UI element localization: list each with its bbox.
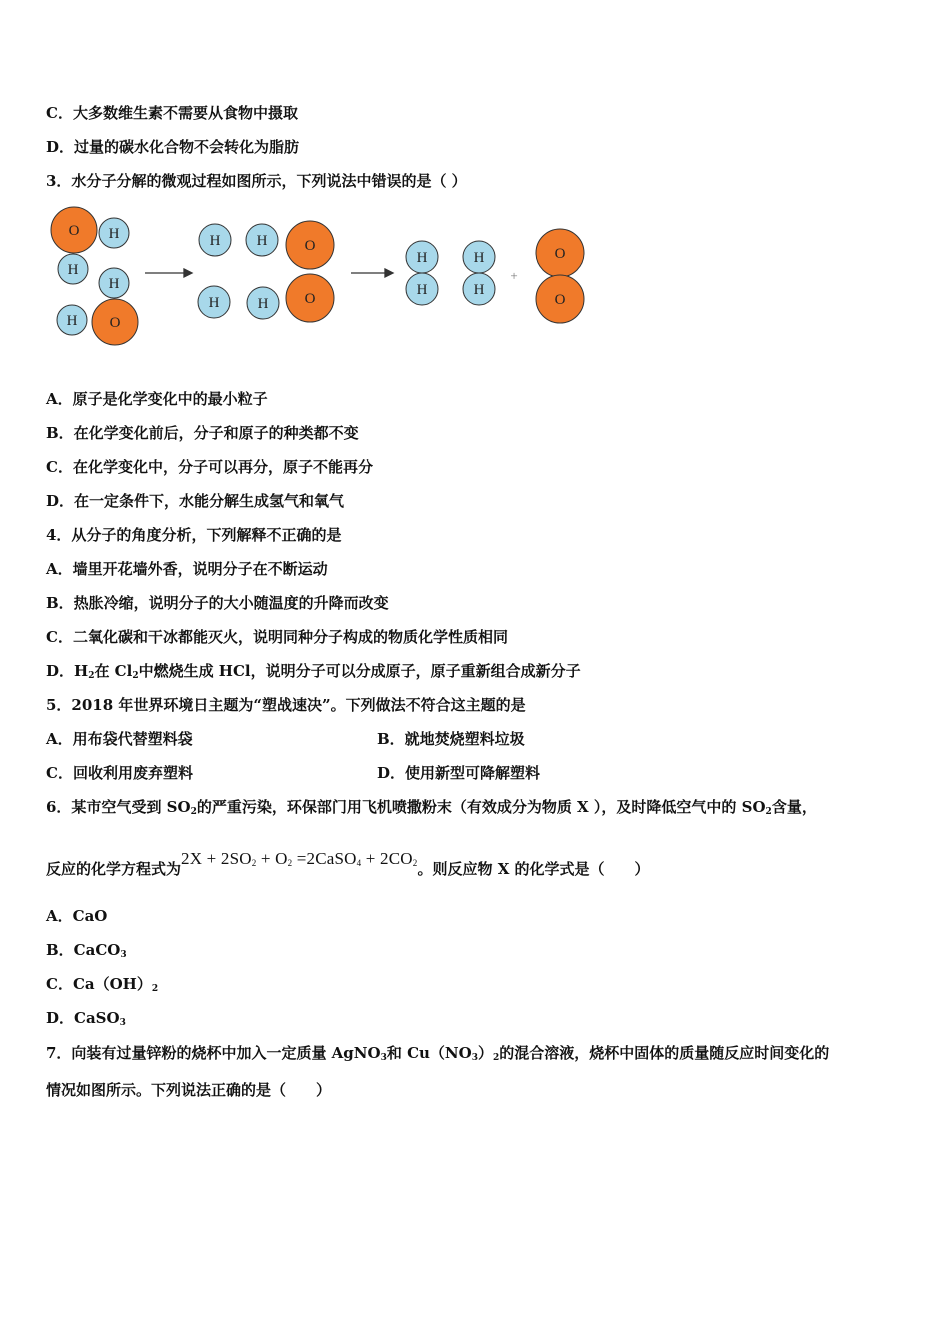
hydrogen-label: H — [108, 276, 120, 292]
water-molecules-group — [51, 207, 138, 345]
question-5: 5．2018 年世界环境日主题为“塑战速决”。下列做法不符合这主题的是 — [46, 696, 526, 714]
hydrogen-label: H — [66, 313, 78, 329]
question-7-line-2: 情况如图所示。下列说法正确的是（ ） — [46, 1081, 332, 1099]
hydrogen-label: H — [208, 295, 220, 311]
option-c-previous: C．大多数维生素不需要从食物中摄取 — [46, 104, 298, 122]
plus-sign: + — [510, 268, 518, 283]
q4-option-b: B．热胀冷缩，说明分子的大小随温度的升降而改变 — [46, 594, 389, 612]
q3-option-b: B．在化学变化前后，分子和原子的种类都不变 — [46, 424, 359, 442]
q6-option-b: B．CaCO$_3$ — [46, 941, 127, 960]
question-6-line-2: 反应的化学方程式为$2X + 2SO_2 + O_2$ =2CaSO$_4$ + $2CO_2$。则反应物 X 的化学式是（ ） — [46, 849, 650, 878]
q4-option-d: D．$H_2$在 $Cl_2$中燃烧生成 HCl，说明分子可以分成原子，原子重新组合成新分子 — [46, 662, 581, 681]
hydrogen-label: H — [416, 282, 428, 298]
q5-option-c: C．回收利用废弃塑料 — [46, 764, 193, 782]
q5-option-a: A．用布袋代替塑料袋 — [46, 730, 193, 748]
product-molecules-group — [406, 229, 584, 323]
q5-option-d: D．使用新型可降解塑料 — [377, 764, 541, 782]
arrow-icon — [351, 269, 393, 277]
q3-option-a: A．原子是化学变化中的最小粒子 — [46, 390, 268, 408]
q3-option-d: D．在一定条件下，水能分解生成氢气和氧气 — [46, 492, 345, 510]
question-3: 3．水分子分解的微观过程如图所示，下列说法中错误的是（ ） — [46, 172, 467, 190]
hydrogen-label: H — [473, 250, 485, 266]
hydrogen-label: H — [108, 226, 120, 242]
question-4: 4．从分子的角度分析，下列解释不正确的是 — [46, 526, 342, 544]
oxygen-label: O — [109, 315, 121, 331]
q6-option-a: A．CaO — [46, 907, 108, 925]
hydrogen-label: H — [416, 250, 428, 266]
hydrogen-label: H — [257, 296, 269, 312]
question-7-line-1: 7．向装有过量锌粉的烧杯中加入一定质量 AgNO$_3$和 $Cu(NO_3)_2$的混合溶液，烧杯中固体的质量随反应时间变化的 — [46, 1044, 830, 1063]
q3-option-c: C．在化学变化中，分子可以再分，原子不能再分 — [46, 458, 373, 476]
oxygen-label: O — [304, 291, 316, 307]
hydrogen-label: H — [473, 282, 485, 298]
oxygen-label: O — [554, 292, 566, 308]
hydrogen-label: H — [256, 233, 268, 249]
option-d-previous: D．过量的碳水化合物不会转化为脂肪 — [46, 138, 300, 156]
q6-option-d: D．CaSO$_3$ — [46, 1009, 126, 1028]
q4-option-a: A．墙里开花墙外香，说明分子在不断运动 — [46, 560, 328, 578]
oxygen-label: O — [554, 246, 566, 262]
q6-option-c: C．$Ca(OH)_2$ — [46, 975, 159, 994]
oxygen-label: O — [68, 223, 80, 239]
q5-option-b: B．就地焚烧塑料垃圾 — [377, 730, 525, 748]
water-decomposition-diagram — [40, 200, 600, 360]
hydrogen-label: H — [67, 262, 79, 278]
chemical-equation: $2X + 2SO_2 + O_2$ =2CaSO$_4$ + $2CO_2$ — [181, 849, 418, 868]
q4-option-c: C．二氧化碳和干冰都能灭火，说明同种分子构成的物质化学性质相同 — [46, 628, 508, 646]
hydrogen-label: H — [209, 233, 221, 249]
oxygen-label: O — [304, 238, 316, 254]
question-6-line-1: 6．某市空气受到 $SO_2$的严重污染，环保部门用飞机喷撒粉末（有效成分为物质 X ），及时降低空气中的 $SO_2$含量， — [46, 798, 817, 817]
arrow-icon — [145, 269, 192, 277]
